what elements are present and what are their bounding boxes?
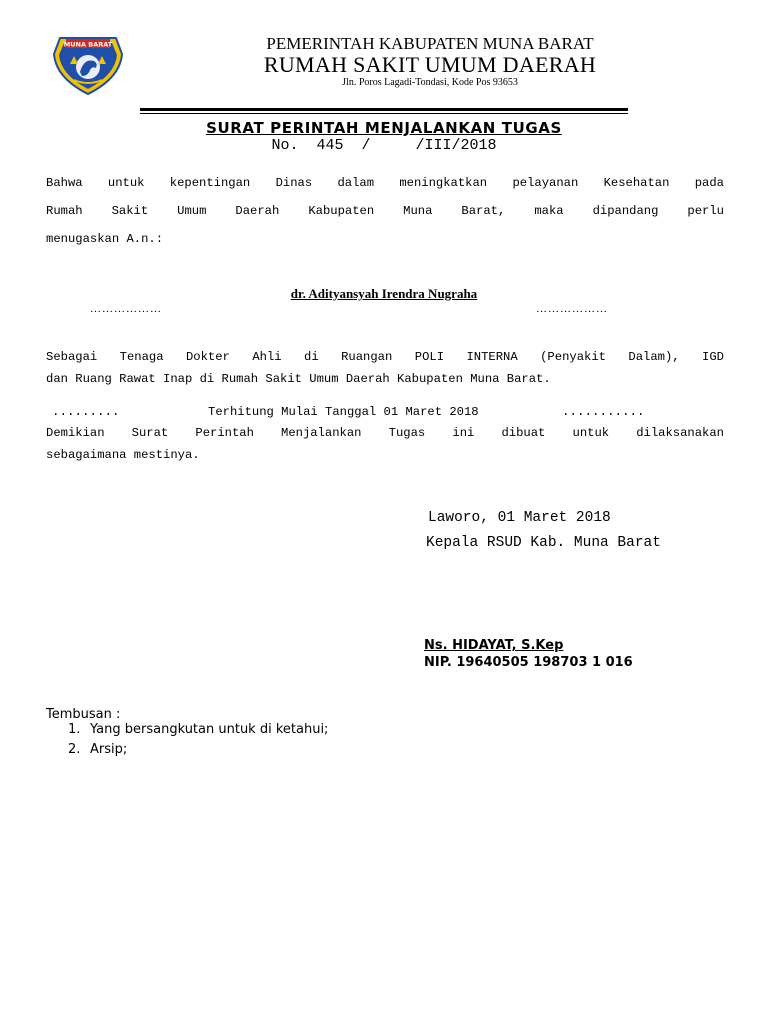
tembusan-heading: Tembusan : bbox=[46, 707, 121, 722]
hospital-name: RUMAH SAKIT UMUM DAERAH bbox=[263, 52, 597, 77]
list-item-number: 2. bbox=[68, 742, 81, 757]
dotted-placeholder-a: ......... bbox=[52, 405, 120, 419]
signature-place-date: Laworo, 01 Maret 2018 bbox=[428, 510, 611, 526]
paragraph-2-line-2: dan Ruang Rawat Inap di Rumah Sakit Umum Daerah Kabupaten Muna Barat. bbox=[46, 372, 551, 386]
paragraph-1-line-3: menugaskan A.n.: bbox=[46, 232, 164, 246]
start-date-line: Terhitung Mulai Tanggal 01 Maret 2018 bbox=[208, 405, 479, 419]
list-item-text: Yang bersangkutan untuk di ketahui; bbox=[90, 722, 329, 737]
dotted-placeholder-left: ……………… bbox=[90, 303, 162, 315]
paragraph-1-line-2: Rumah Sakit Umum Daerah Kabupaten Muna Barat, maka dipandang perlu bbox=[46, 204, 724, 218]
list-item-number: 1. bbox=[68, 722, 81, 737]
letterhead-divider-thin bbox=[140, 113, 628, 114]
regency-logo bbox=[50, 34, 126, 96]
dotted-placeholder-right: ……………… bbox=[536, 303, 608, 315]
dotted-placeholder-b: ........... bbox=[562, 405, 645, 419]
signer-nip: NIP. 19640505 198703 1 016 bbox=[424, 655, 633, 670]
paragraph-3-line-1: Demikian Surat Perintah Menjalankan Tugas ini dibuat untuk dilaksanakan bbox=[46, 426, 724, 440]
hospital-address: Jln. Poros Lagadi-Tondasi, Kode Pos 93653 bbox=[342, 77, 518, 88]
letter-title: SURAT PERINTAH MENJALANKAN TUGAS bbox=[206, 119, 562, 137]
logo-text: MUNA BARAT bbox=[63, 40, 113, 49]
signer-name: Ns. HIDAYAT, S.Kep bbox=[424, 638, 564, 653]
signer-title: Kepala RSUD Kab. Muna Barat bbox=[426, 535, 661, 551]
assignee-name: dr. Adityansyah Irendra Nugraha bbox=[290, 286, 478, 301]
paragraph-3-line-2: sebagaimana mestinya. bbox=[46, 448, 200, 462]
list-item-text: Arsip; bbox=[90, 742, 128, 757]
letter-number: No. 445 / /III/2018 bbox=[271, 137, 497, 154]
paragraph-1-line-1: Bahwa untuk kepentingan Dinas dalam meningkatkan pelayanan Kesehatan pada bbox=[46, 176, 724, 190]
paragraph-2-line-1: Sebagai Tenaga Dokter Ahli di Ruangan POLI INTERNA (Penyakit Dalam), IGD bbox=[46, 350, 724, 364]
letterhead-divider-thick bbox=[140, 108, 628, 111]
government-name: PEMERINTAH KABUPATEN MUNA BARAT bbox=[266, 34, 594, 53]
